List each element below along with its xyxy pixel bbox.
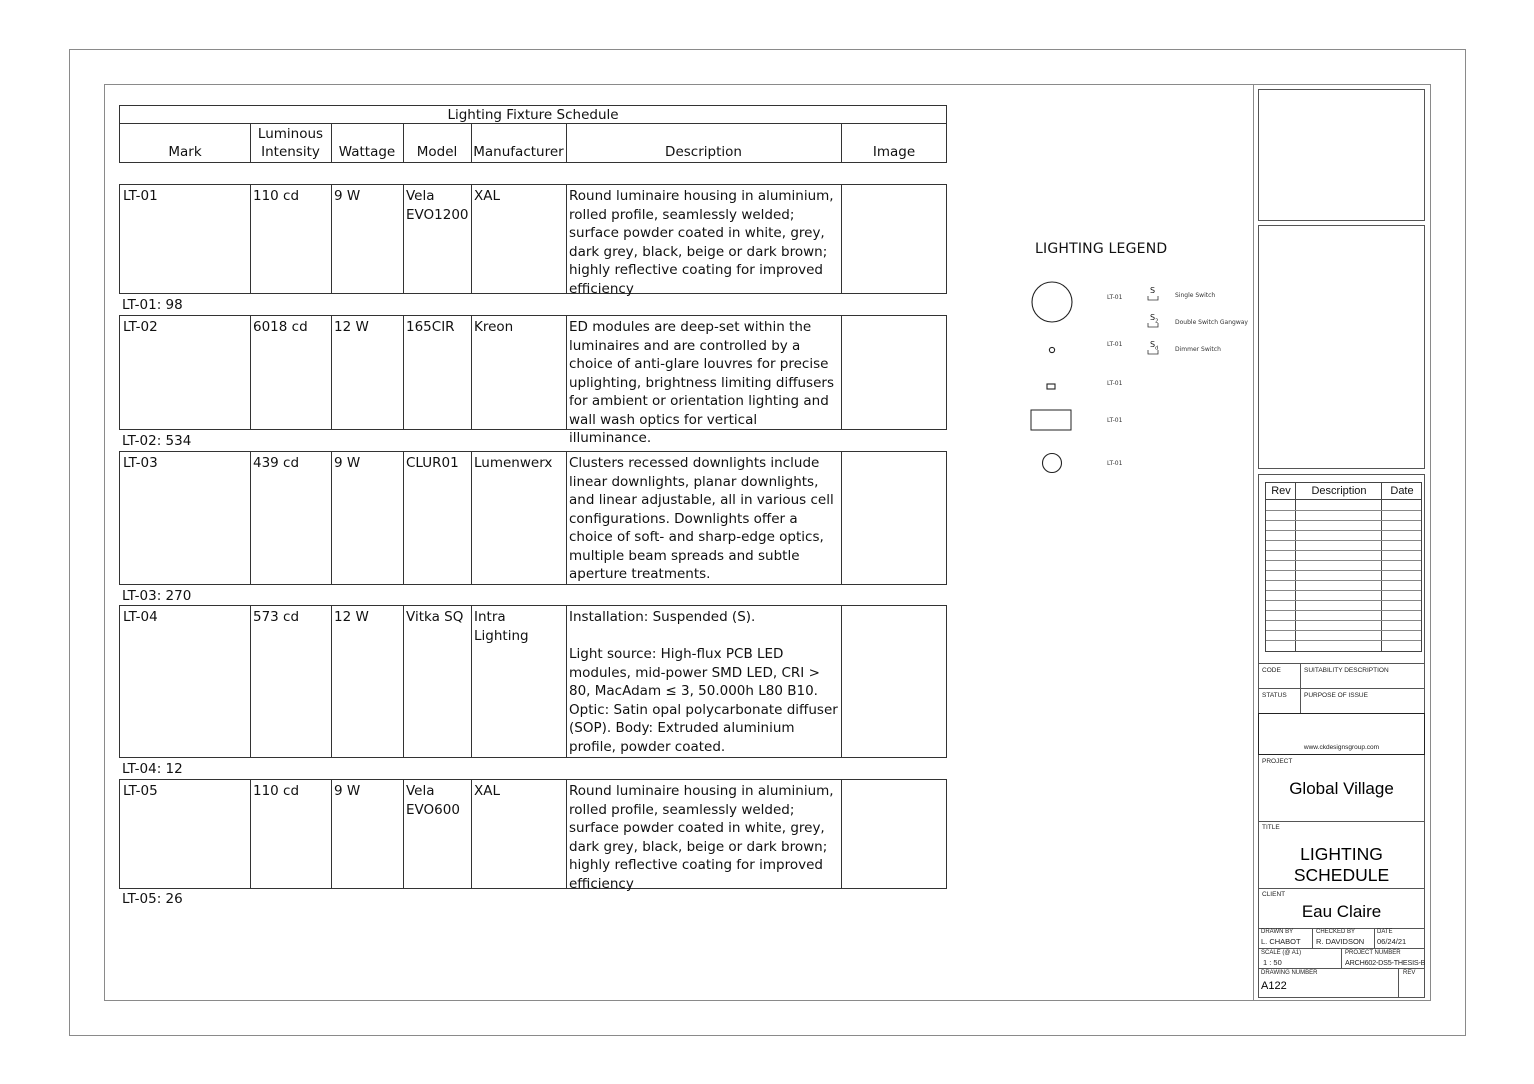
- header-mark: Mark: [168, 144, 202, 160]
- cell-luminous: 6018 cd: [253, 319, 308, 335]
- cell-manufacturer: XAL: [474, 188, 501, 204]
- cell-model: Vitka SQ: [406, 609, 464, 625]
- cell-luminous: 439 cd: [253, 455, 300, 471]
- schedule-header: [119, 105, 947, 163]
- panel-light-symbol: [1031, 410, 1071, 430]
- scale-label: SCALE (@ A1): [1261, 950, 1302, 956]
- row-count-label: LT-05: 26: [122, 891, 183, 907]
- client-name: Eau Claire: [1301, 902, 1382, 921]
- cell-wattage: 12 W: [334, 319, 369, 335]
- header-wattage: Wattage: [338, 144, 396, 160]
- legend-title: LIGHTING LEGEND: [1035, 241, 1168, 257]
- checked-by-label: CHECKED BY: [1316, 929, 1356, 935]
- purpose-label: PURPOSE OF ISSUE: [1304, 692, 1368, 699]
- table-row: [119, 605, 947, 758]
- single-switch-symbol: [1148, 296, 1158, 300]
- cell-description: ED modules are deep-set within the luminaires and are controlled by a choice of anti-glare louvres for precise uplighting, brightness limiting diffusers for ambient or orientation lighting and wall wash optics for vertical illuminance.: [569, 319, 834, 446]
- rev-label: REV: [1403, 970, 1416, 976]
- cell-manufacturer: Intra Lighting: [474, 609, 529, 644]
- cell-manufacturer: XAL: [474, 783, 501, 799]
- project-label: PROJECT: [1262, 758, 1293, 765]
- project-number: ARCH602-DS5-THESIS-B: [1345, 958, 1426, 967]
- legend-tag: LT-01: [1107, 341, 1123, 348]
- switch-label: Dimmer Switch: [1175, 346, 1221, 353]
- switch-label: Double Switch Gangway: [1175, 319, 1248, 326]
- drawing-number-label: DRAWING NUMBER: [1261, 970, 1318, 976]
- header-model: Model: [416, 144, 458, 160]
- table-row: [119, 779, 947, 892]
- large-downlight-symbol: [1032, 282, 1072, 322]
- cell-description: Round luminaire housing in aluminium, rolled profile, seamlessly welded; surface powder coated in white, grey, dark grey, black, beige or dark brown; highly reflective coating for improved efficiency: [569, 188, 834, 297]
- drawing-title: LIGHTING SCHEDULE: [1293, 844, 1390, 885]
- row-count-label: LT-04: 12: [122, 761, 183, 777]
- legend-tag: LT-01: [1107, 294, 1123, 301]
- switch-letter: S: [1150, 286, 1156, 295]
- cell-mark: LT-04: [123, 609, 158, 625]
- header-image: Image: [872, 144, 916, 160]
- cell-wattage: 12 W: [334, 609, 369, 625]
- title-block-notes-box: [1258, 225, 1425, 469]
- cell-mark: LT-05: [123, 783, 158, 799]
- cell-description: [566, 608, 841, 756]
- row-count-label: LT-02: 534: [122, 433, 192, 449]
- table-row: [119, 451, 947, 585]
- drawing-number: A122: [1261, 980, 1287, 992]
- cell-description: Clusters recessed downlights include linear downlights, planar downlights, and linear adjustable, all in various cell configurations. Downlights offer a choice of soft- and sharp-edge optics, multiple beam spreads and subtle aperture treatments.: [569, 455, 834, 582]
- schedule-title: Lighting Fixture Schedule: [447, 107, 619, 123]
- title-label: TITLE: [1262, 824, 1280, 831]
- project-name: Global Village: [1289, 779, 1394, 798]
- cell-model: Vela EVO1200: [406, 188, 469, 223]
- legend-tag: LT-01: [1107, 417, 1123, 424]
- drawn-by: L. CHABOT: [1261, 937, 1301, 946]
- project-number-label: PROJECT NUMBER: [1345, 950, 1401, 956]
- revision-table: [1265, 482, 1422, 652]
- legend-tag: LT-01: [1107, 380, 1123, 387]
- cell-luminous: 110 cd: [253, 783, 300, 799]
- cell-mark: LT-02: [123, 319, 158, 335]
- cell-model: 165CIR: [406, 319, 455, 335]
- title-block-logo-box: [1258, 89, 1425, 221]
- header-luminous-1: Luminous: [257, 126, 324, 142]
- cell-luminous: 110 cd: [253, 188, 300, 204]
- cell-description: Round luminaire housing in aluminium, rolled profile, seamlessly welded; surface powder coated in white, grey, dark grey, black, beige or dark brown; highly reflective coating for improved efficiency: [569, 783, 834, 892]
- rev-date-header: Date: [1390, 485, 1414, 497]
- client-label: CLIENT: [1262, 891, 1286, 898]
- company-website: www.ckdesignsgroup.com: [1303, 744, 1380, 751]
- checked-by: R. DAVIDSON: [1316, 937, 1365, 946]
- suitability-label: SUITABILITY DESCRIPTION: [1304, 667, 1389, 674]
- date-label: DATE: [1377, 929, 1393, 935]
- header-description: Description: [665, 144, 742, 160]
- cell-manufacturer: Lumenwerx: [474, 455, 553, 471]
- status-label: STATUS: [1262, 692, 1287, 699]
- cell-mark: LT-01: [123, 188, 158, 204]
- legend-symbols: [1020, 275, 1250, 485]
- pendant-symbol: [1043, 454, 1062, 473]
- date-value: 06/24/21: [1377, 937, 1407, 946]
- cell-model: Vela EVO600: [406, 783, 460, 818]
- small-linear-symbol: [1047, 384, 1055, 389]
- table-row: [119, 184, 947, 297]
- rev-description-header: Description: [1311, 485, 1367, 497]
- title-block-divider: [1253, 84, 1254, 1001]
- drawn-by-label: DRAWN BY: [1261, 929, 1294, 935]
- switch-letter: $S_2$: [1150, 313, 1159, 325]
- cell-manufacturer: Kreon: [474, 319, 514, 335]
- description-paragraph: Light source: High-flux PCB LED modules, mid-power SMD LED, CRI > 80, MacAdam ≤ 3, 50.000h L80 B10. Optic: Satin opal polycarbonate diffuser (SOP). Body: Extruded aluminium profile, powder coated.: [569, 646, 838, 755]
- description-paragraph: Installation: Suspended (S).: [569, 609, 756, 625]
- switch-label: Single Switch: [1175, 292, 1216, 299]
- switch-letter: $S_d$: [1150, 340, 1159, 352]
- cell-wattage: 9 W: [334, 455, 361, 471]
- cell-model: CLUR01: [406, 455, 459, 471]
- legend-tag: LT-01: [1107, 460, 1123, 467]
- small-downlight-symbol: [1049, 347, 1054, 352]
- row-count-label: LT-01: 98: [122, 297, 183, 313]
- code-label: CODE: [1262, 667, 1281, 674]
- cell-wattage: 9 W: [334, 188, 361, 204]
- cell-mark: LT-03: [123, 455, 158, 471]
- row-count-label: LT-03: 270: [122, 588, 192, 604]
- cell-wattage: 9 W: [334, 783, 361, 799]
- rev-header: Rev: [1271, 485, 1291, 497]
- cell-luminous: 573 cd: [253, 609, 300, 625]
- header-manufacturer: Manufacturer: [473, 144, 564, 160]
- scale-value: 1 : 50: [1263, 958, 1282, 967]
- header-luminous-2: Intensity: [261, 144, 320, 160]
